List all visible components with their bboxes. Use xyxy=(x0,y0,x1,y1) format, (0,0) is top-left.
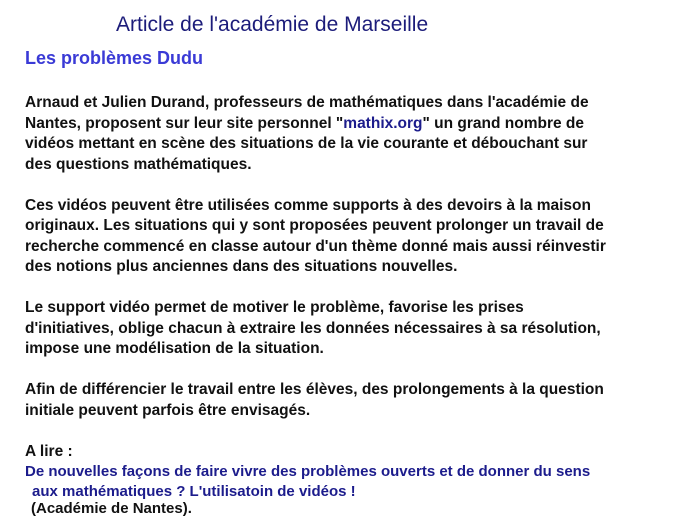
paragraph-text: Nantes, proposent sur leur site personnel " xyxy=(25,114,344,132)
paragraph-line: d'initiatives, oblige chacun à extraire les données nécessaires à sa résolution, xyxy=(25,319,601,337)
paragraph-line xyxy=(25,114,675,135)
reading-section xyxy=(25,442,675,520)
paragraph-line: Ces vidéos peuvent être utilisées comme supports à des devoirs à la maison xyxy=(25,196,591,214)
section-title: Les problèmes Dudu xyxy=(25,48,204,68)
reading-source: (Académie de Nantes). xyxy=(31,500,192,517)
paragraph-line: Le support vidéo permet de motiver le problème, favorise les prises xyxy=(25,299,524,316)
paragraph-usage xyxy=(25,196,675,278)
paragraph-line: des questions mathématiques. xyxy=(25,155,252,173)
mathix-link[interactable]: mathix.org xyxy=(343,114,423,132)
reading-link[interactable] xyxy=(25,462,675,502)
paragraph-intro xyxy=(25,93,675,175)
paragraph-line: Afin de différencier le travail entre les élèves, des prolongements à la question xyxy=(25,381,604,398)
page-title: Article de l'académie de Marseille xyxy=(116,13,429,36)
paragraph-line: vidéos mettant en scène des situations de la vie courante et débouchant sur xyxy=(25,135,588,152)
paragraph-differentiation xyxy=(25,380,675,421)
reading-link-line: aux mathématiques ? L'utilisatoin de vidéos ! xyxy=(32,482,356,500)
reading-label: A lire : xyxy=(25,442,73,460)
paragraph-text: " un grand nombre de xyxy=(422,114,585,132)
paragraph-line: initiale peuvent parfois être envisagés. xyxy=(25,401,311,419)
article-body xyxy=(25,93,675,520)
paragraph-line: impose une modélisation de la situation. xyxy=(25,340,324,357)
paragraph-line: recherche commencé en classe autour d'un thème donné mais aussi réinvestir xyxy=(25,237,606,255)
paragraph-support xyxy=(25,298,675,360)
paragraph-line: Arnaud et Julien Durand, professeurs de mathématiques dans l'académie de xyxy=(25,94,589,111)
paragraph-line: originaux. Les situations qui y sont proposées peuvent prolonger un travail de xyxy=(25,217,604,234)
paragraph-line: des notions plus anciennes dans des situations nouvelles. xyxy=(25,258,458,275)
reading-link-line: De nouvelles façons de faire vivre des problèmes ouverts et de donner du sens xyxy=(25,463,591,480)
